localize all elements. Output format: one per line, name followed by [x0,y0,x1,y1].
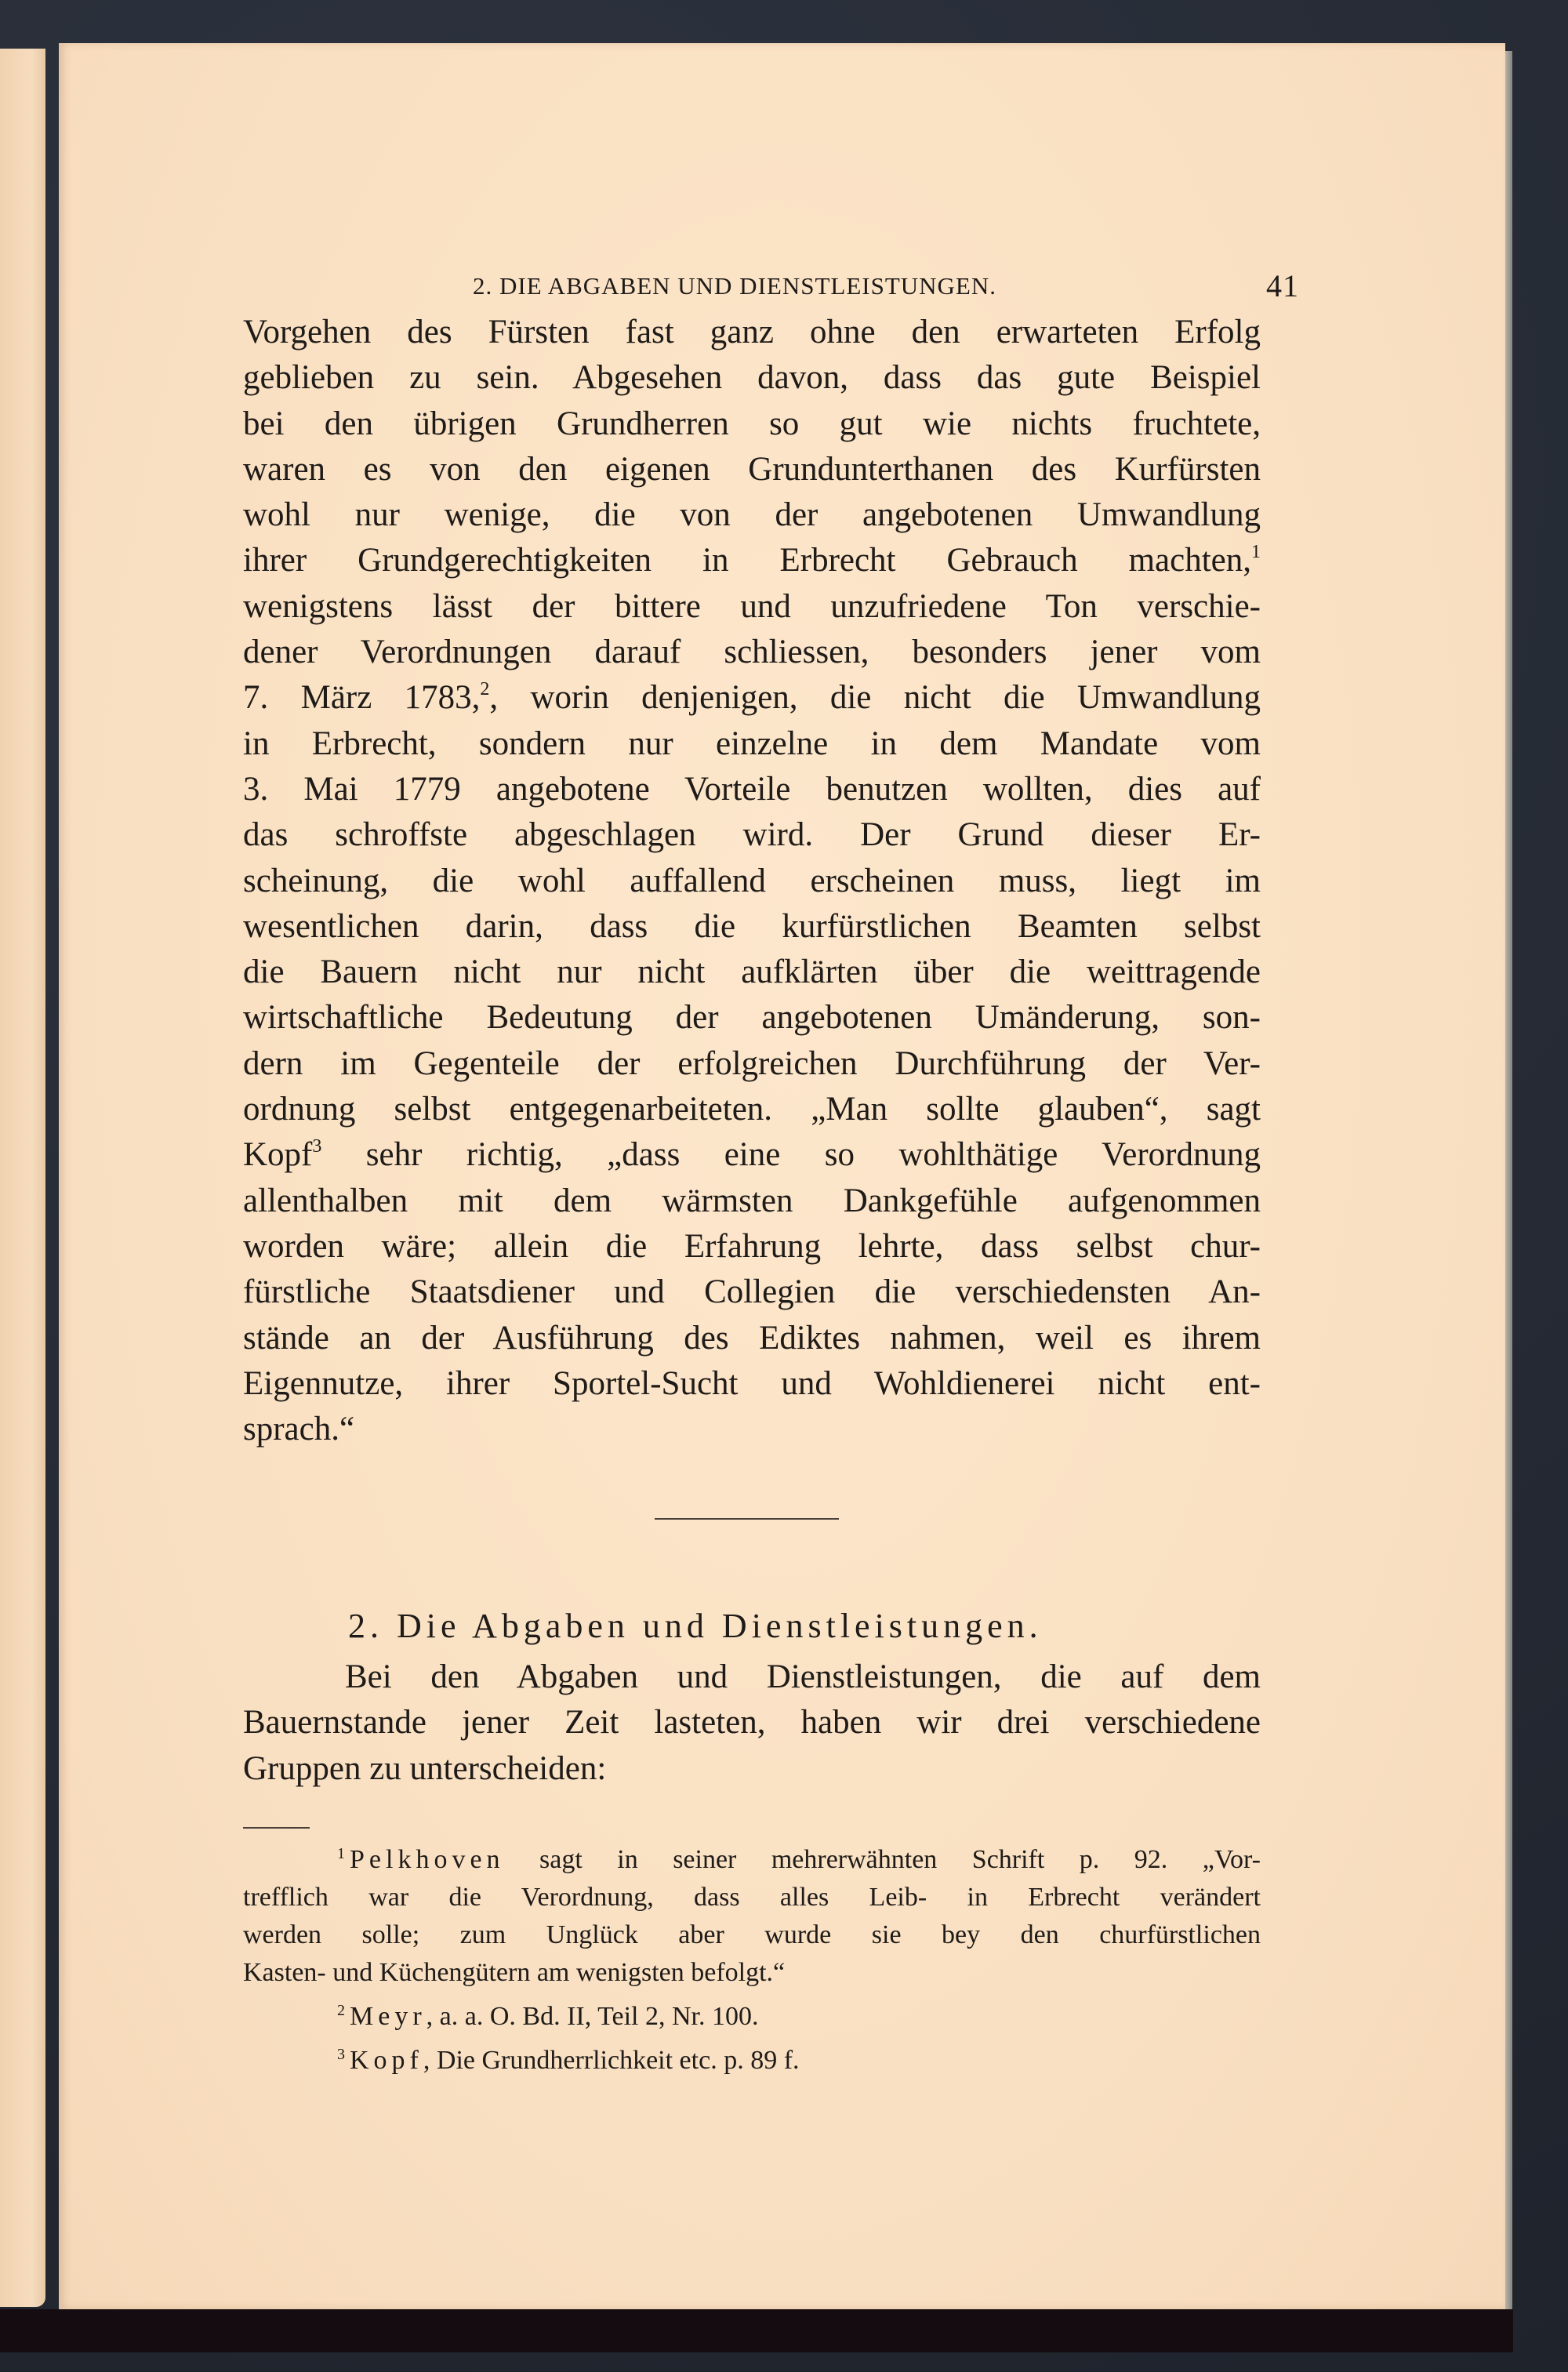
text-line: fürstliche Staatsdiener und Collegien die verschiedensten An- [243,1273,1261,1311]
text-line: ordnung selbst entgegenarbeiteten. „Man sollte glauben“, sagt [243,1091,1261,1128]
text-line [243,1132,1261,1178]
text-line: die Bauern nicht nur nicht aufklärten über die weittragende [243,954,1261,991]
text-line: wohl nur wenige, die von der angebotenen Umwandlung [243,496,1261,534]
footnote-ref[interactable]: 3 [312,1136,322,1157]
text-line: Bei den Abgaben und Dienstleistungen, die auf dem [345,1658,1261,1695]
text-line: Vorgehen des Fürsten fast ganz ohne den erwarteten Erfolg [243,314,1261,351]
text-line [243,675,1261,721]
text-line: Gruppen zu unterscheiden: [243,1749,607,1787]
footnote-number: 1 [337,1845,345,1862]
text-line: geblieben zu sein. Abgesehen davon, dass das gute Beispiel [243,359,1261,397]
footnote-ref[interactable]: 1 [1251,542,1261,563]
text-segment: sagt in seiner mehrerwähnten Schrift p. 92. „Vor- [504,1845,1261,1874]
body-paragraph [243,310,1261,1452]
text-segment: 7. März 1783, [243,679,481,717]
text-segment: Kopf [243,1136,313,1174]
facing-page-edge [0,49,45,2307]
section-paragraph [243,1655,1261,1792]
footnote-author: Pelkhoven [350,1845,505,1874]
footnote-separator [243,1827,310,1829]
text-line: 3. Mai 1779 angebotene Vorteile benutzen wollten, dies auf [243,770,1261,808]
footnotes [243,1835,1261,2080]
footnote-line: trefflich war die Verordnung, dass alles Leib- in Erbrecht verändert [243,1883,1261,1912]
footnote-author: Meyr [350,2002,426,2031]
book-shadow [0,2309,1513,2352]
text-line: dener Verordnungen darauf schliessen, besonders jener vom [243,634,1261,671]
text-segment: , Die Grundherrlichkeit etc. p. 89 f. [423,2046,800,2075]
footnote-number: 3 [337,2046,345,2063]
text-line: allenthalben mit dem wärmsten Dankgefühle aufgenommen [243,1182,1261,1219]
text-line: Bauernstande jener Zeit lasteten, haben wir drei verschiedene [243,1704,1261,1742]
text-segment: ihrer Grundgerechtigkeiten in Erbrecht Gebrauch machten, [243,542,1251,579]
running-head-title: 2. DIE ABGABEN UND DIENSTLEISTUNGEN. [473,272,997,300]
text-line: das schroffste abgeschlagen wird. Der Grund dieser Er- [243,816,1261,854]
text-line: scheinung, die wohl auffallend erscheinen muss, liegt im [243,862,1261,899]
text-line: wesentlichen darin, dass die kurfürstlichen Beamten selbst [243,907,1261,945]
footnote-line: werden solle; zum Unglück aber wurde sie bey den churfürstlichen [243,1920,1261,1949]
text-line: stände an der Ausführung des Ediktes nahmen, weil es ihrem [243,1319,1261,1357]
text-line: waren es von den eigenen Grundunterthanen des Kurfürsten [243,450,1261,488]
footnote-3 [243,2036,1261,2080]
footnote-author: Kopf [350,2046,423,2075]
text-line [243,538,1261,583]
footnote-ref[interactable]: 2 [480,679,490,700]
footnote-1 [243,1835,1261,1879]
text-line: worden wäre; allein die Erfahrung lehrte, dass selbst chur- [243,1227,1261,1265]
section-heading: 2. Die Abgaben und Dienstleistungen. [348,1607,1043,1645]
page-number: 41 [1266,268,1299,303]
text-line: bei den übrigen Grundherren so gut wie nichts fruchtete, [243,405,1261,442]
footnote-number: 2 [337,2002,345,2019]
text-line: wenigstens lässt der bittere und unzufriedene Ton verschie- [243,587,1261,625]
section-divider [655,1518,839,1520]
footnote-line: Kasten- und Küchengütern am wenigsten befolgt.“ [243,1958,786,1987]
footnote-2 [243,1992,1261,2036]
text-line: Eigennutze, ihrer Sportel-Sucht und Wohldienerei nicht ent- [243,1364,1261,1402]
text-line: dern im Gegenteile der erfolgreichen Durchführung der Ver- [243,1044,1261,1082]
text-line: in Erbrecht, sondern nur einzelne in dem Mandate vom [243,725,1261,762]
text-line: wirtschaftliche Bedeutung der angebotenen Umänderung, son- [243,999,1261,1037]
text-segment: , a. a. O. Bd. II, Teil 2, Nr. 100. [426,2002,759,2031]
text-segment: sehr richtig, „dass eine so wohlthätige Verordnung [321,1136,1261,1174]
text-segment: , worin denjenigen, die nicht die Umwandlung [489,679,1261,717]
text-line: sprach.“ [243,1411,355,1448]
